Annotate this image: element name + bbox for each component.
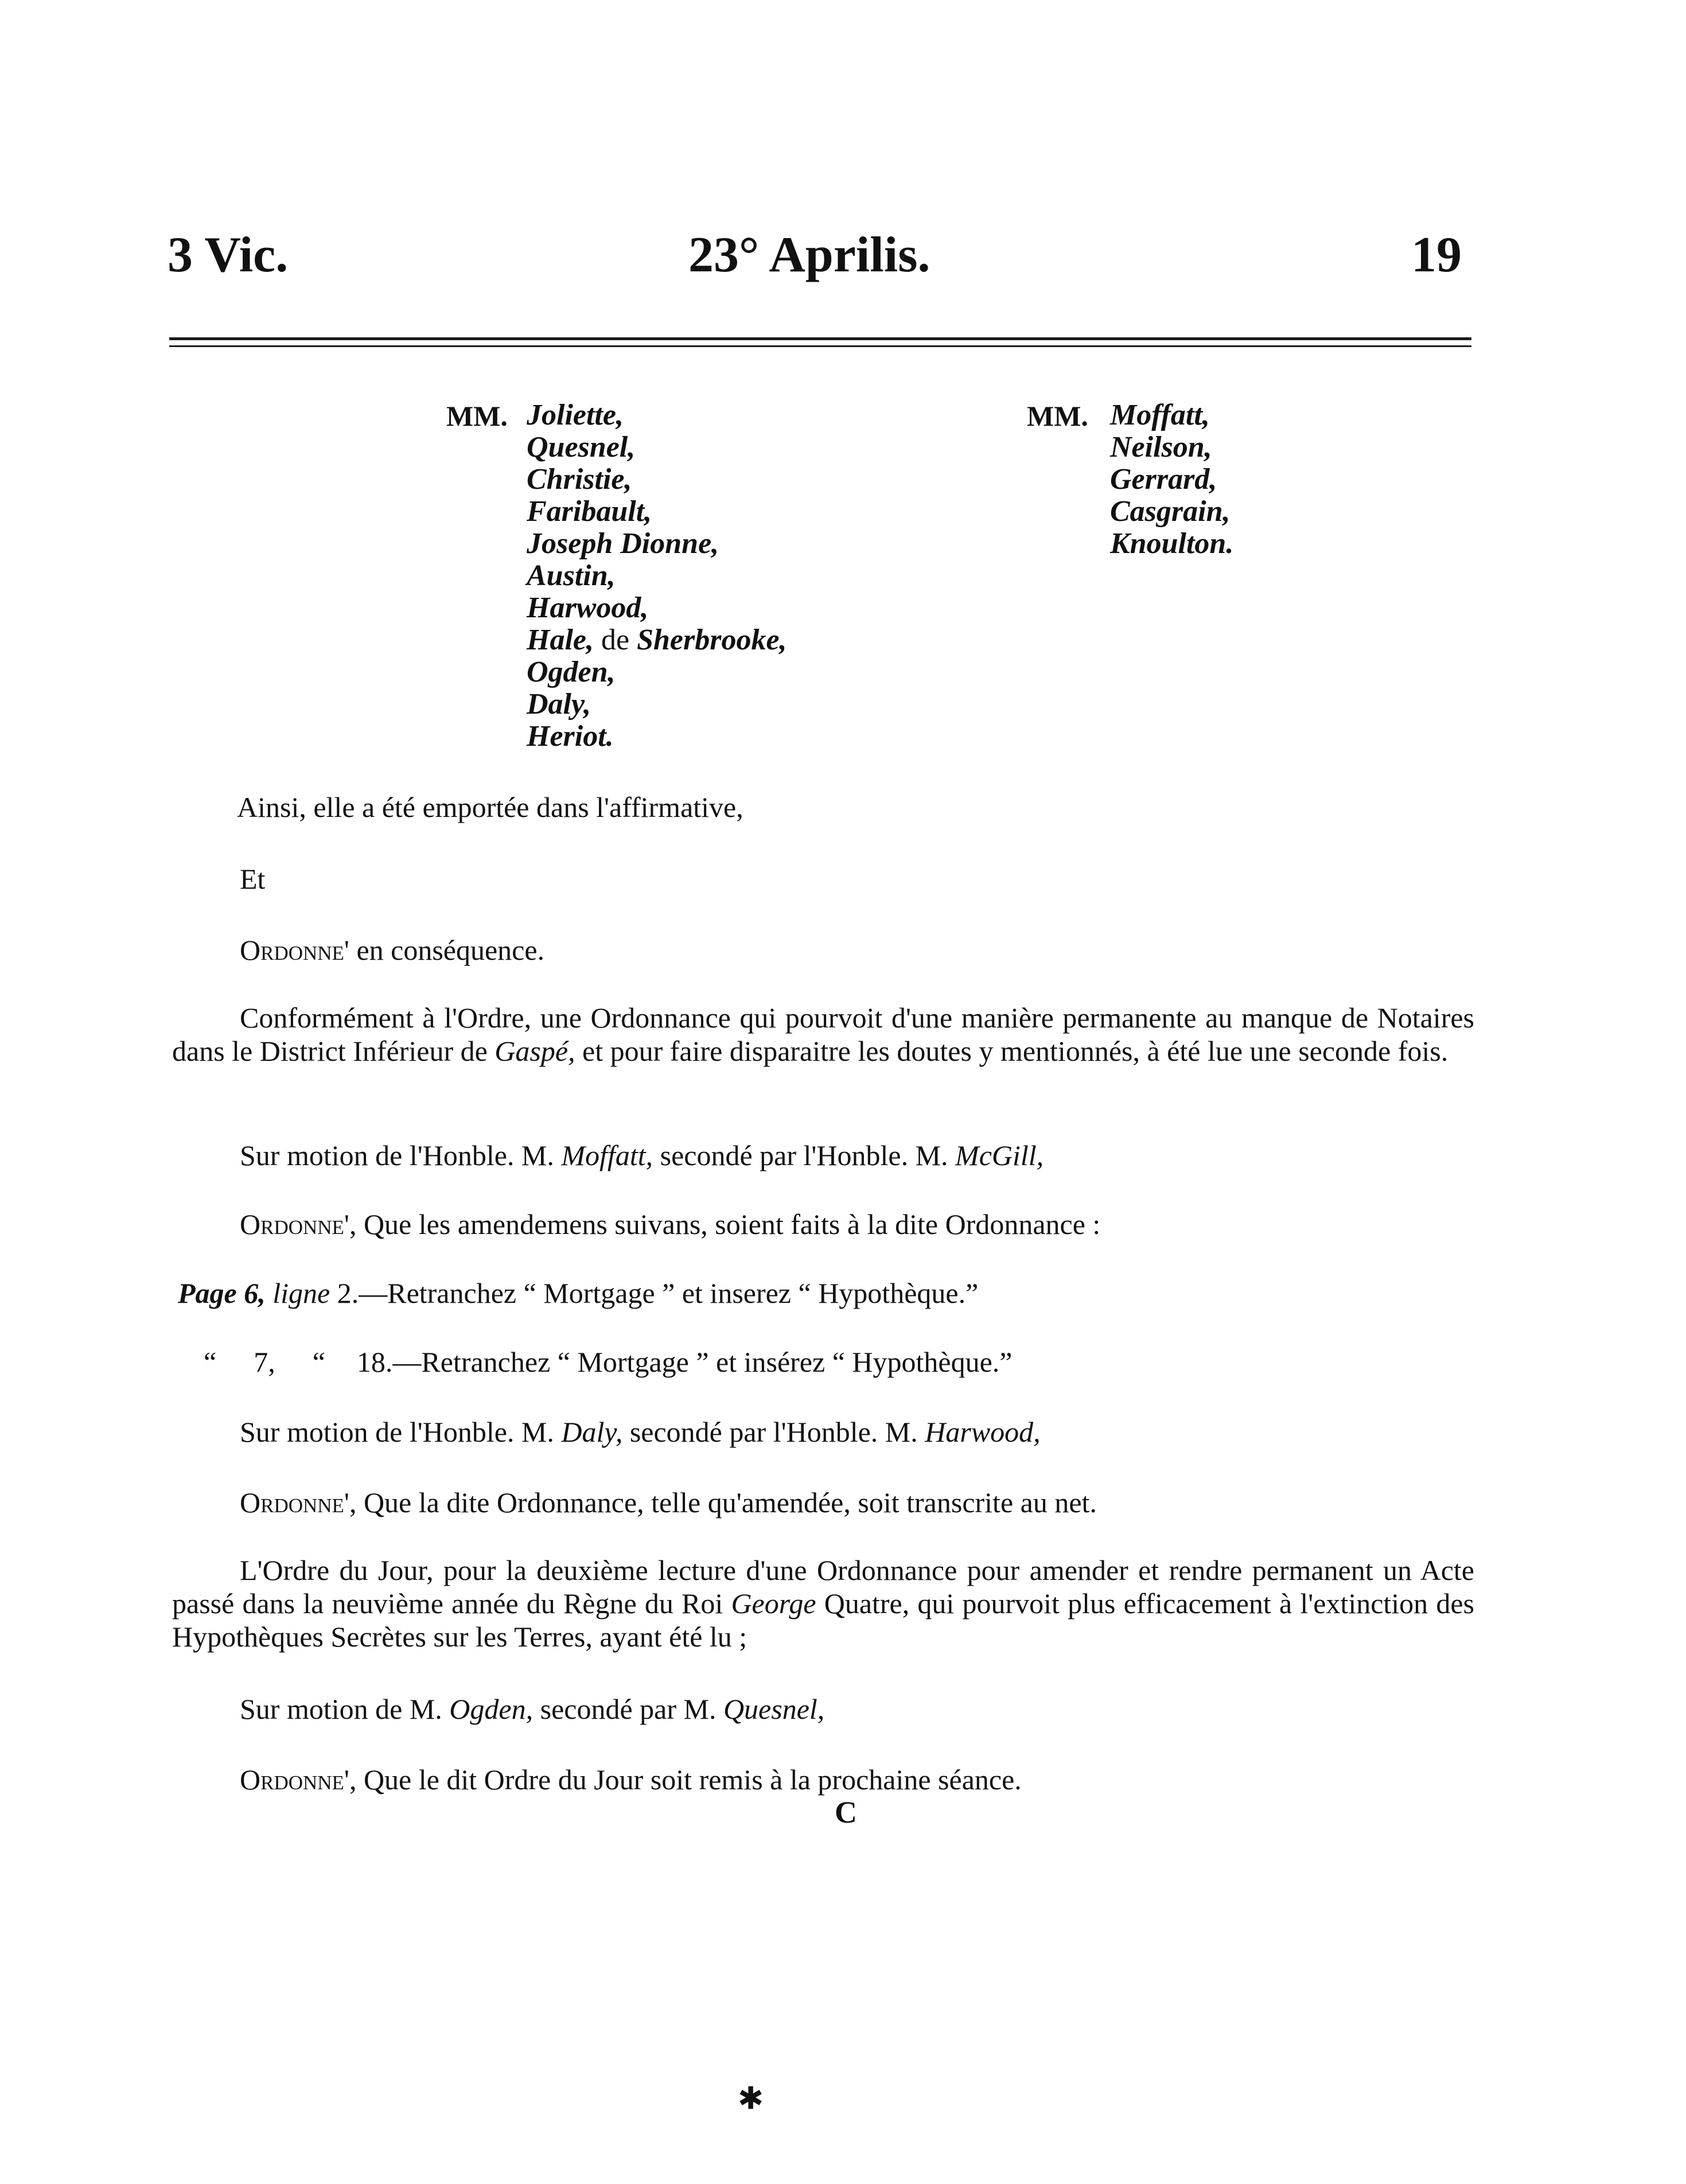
left-list-prefix: MM. [446,400,508,432]
list-item: Knoulton. [1110,527,1234,560]
right-list-prefix: MM. [1027,400,1088,432]
hale-connector: de [601,624,630,656]
header-page-number: 19 [1411,227,1462,283]
mover-name: Daly, [561,1416,623,1448]
order-line-3 [240,1486,1097,1519]
right-names-list [1110,399,1233,560]
ordonne-label: Ordonne' [240,1208,349,1240]
signature-letter: C [835,1795,857,1829]
amendment-text: 18.—Retranchez “ Mortgage ” et insérez “ Hypothèque.” [356,1346,1013,1378]
order-line-2 [240,1208,1100,1241]
list-item-hale [527,624,787,656]
amendment-page: 7, [254,1346,275,1378]
paragraph-conformement [172,1001,1474,1068]
mover-name: Moffatt, [561,1139,653,1171]
amendment-text: 2.—Retranchez “ Mortgage ” et inserez “ Hypothèque.” [337,1277,979,1309]
hale-place: Sherbrooke, [637,624,787,656]
order-text: en conséquence. [356,934,545,966]
motion-text: Sur motion de l'Honble. M. [240,1416,554,1448]
list-item: Joseph Dionne, [527,527,719,560]
paragraph-text: Quatre, qui pourvoit plus efficacement à l'extinction des Hypothèques Secrètes sur les Terres, ayant été lu ; [172,1587,1475,1653]
motion-line-1 [240,1139,1043,1172]
list-item: Moffatt, [1110,399,1210,431]
order-text: , Que la dite Ordonnance, telle qu'amendée, soit transcrite au net. [349,1486,1097,1519]
paragraph-text: Conformément à l'Ordre, une Ordonnance qui pourvoit d'une manière permanente au manque de Notaires dans le District Inférieur de [172,1002,1474,1067]
amendment-page: Page 6, [178,1277,266,1309]
motion-text: secondé par M. [540,1693,717,1725]
hale-name: Hale, [527,624,594,656]
order-line-1 [240,933,544,967]
order-line-4 [240,1763,1022,1796]
list-item: Christie, [527,463,632,496]
motion-line-3 [240,1692,824,1726]
amendment-line-1 [178,1276,978,1310]
seconder-name: Quesnel, [723,1693,825,1725]
list-item: Casgrain, [1110,495,1231,528]
ordonne-label: Ordonne' [240,934,349,966]
ditto-mark: “ [312,1346,325,1378]
header-regnal-year: 3 Vic. [168,227,289,283]
header-date: 23° Aprilis. [688,227,930,283]
ordonne-label: Ordonne' [240,1763,349,1796]
list-item: Ogden, [527,656,616,688]
list-item: Gerrard, [1110,463,1217,496]
list-item: Daly, [527,688,591,721]
ditto-mark: “ [204,1346,217,1378]
list-item: Austin, [527,559,616,592]
header-rule-top [169,337,1471,340]
list-item: Heriot. [527,720,614,753]
order-text: , Que les amendemens suivans, soient faits à la dite Ordonnance : [349,1208,1101,1240]
paragraph-text: et pour faire disparaitre les doutes y mentionnés, à été lue une seconde fois. [582,1035,1449,1067]
list-item: Faribault, [527,495,652,528]
order-text: , Que le dit Ordre du Jour soit remis à la prochaine séance. [349,1763,1022,1796]
ordonne-label: Ordonne' [240,1486,349,1519]
motion-text: Sur motion de l'Honble. M. [240,1139,554,1171]
et-line: Et [240,863,266,895]
paragraph-ordre-du-jour [172,1554,1474,1653]
place-name: Gaspé, [494,1035,575,1067]
motion-line-2 [240,1415,1041,1449]
amendment-ligne: ligne [272,1277,330,1309]
result-line: Ainsi, elle a été emportée dans l'affirmative, [237,791,743,823]
motion-text: secondé par l'Honble. M. [629,1416,918,1448]
motion-text: secondé par l'Honble. M. [660,1139,948,1171]
list-item: Joliette, [527,399,624,431]
seconder-name: Harwood, [925,1416,1041,1448]
list-item: Neilson, [1110,431,1212,464]
seconder-name: McGill, [955,1139,1044,1171]
king-name: George [731,1587,816,1619]
amendment-line-2 [204,1345,1012,1379]
list-item: Quesnel, [527,431,636,464]
left-names-list [527,399,787,753]
ornament-icon: ✱ [738,2081,764,2116]
mover-name: Ogden, [449,1693,534,1725]
header-rule-bottom [169,345,1471,347]
paragraph-text: L'Ordre du Jour, pour la deuxième lecture d'une Ordonnance pour amender et rendre permanent un Acte passé dans la neuvième année du Règne du Roi [172,1554,1474,1619]
list-item: Harwood, [527,591,649,624]
motion-text: Sur motion de M. [240,1693,442,1725]
